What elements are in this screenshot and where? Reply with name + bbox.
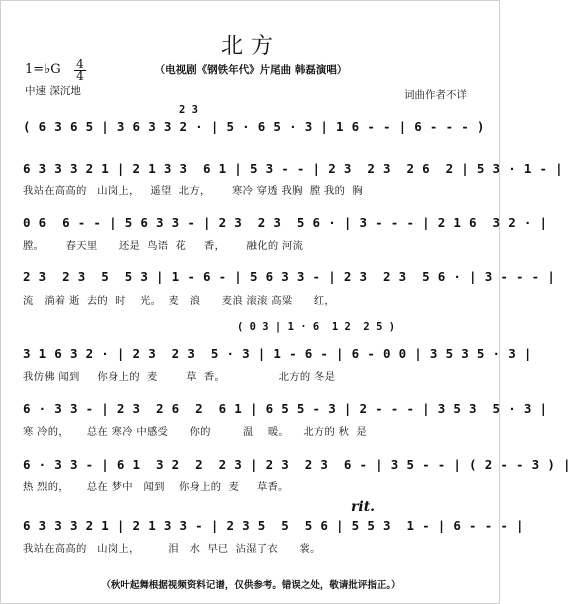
lyrics-line-8: 我站在高高的 山岗上， 泪 水 早已 沾湿了衣 裳。 [23, 543, 321, 555]
tempo-marking: 中速 深沉地 [25, 85, 81, 97]
ritardando-mark: rit. [351, 499, 376, 515]
notation-line-7: 6 · 3 3 - | 6 1 3 2 2 2 3 | 2 3 2 3 6 - | 3 5 - - | ( 2 - - 3 ) | [23, 457, 571, 472]
score-subtitle: （电视剧《钢铁年代》片尾曲 韩磊演唱） [154, 64, 348, 76]
lyrics-line-2: 我站在高高的 山岗上， 遥望 北方， 寒冷 穿透 我胸 膛 我的 胸 [23, 185, 363, 197]
lyrics-line-3: 膛。 春天里 还是 鸟语 花 香， 融化的 河流 [23, 240, 304, 252]
interlude-notes: ( 0 3 | 1 · 6 1 2 2 5 ) [237, 321, 396, 333]
lyrics-line-4: 流 淌着 逝 去的 时 光。 麦 浪 麦浪 滚滚 高粱 红， [23, 295, 336, 307]
key-signature: 1=♭G [25, 62, 61, 77]
notation-line-4: 2 3 2 3 5 5 3 | 1 - 6 - | 5 6 3 3 - | 2 3 2 3 5 6 · | 3 - - - | [23, 269, 556, 284]
lyrics-line-7: 热 烈的， 总在 梦中 闻到 你身上的 麦 草香。 [23, 481, 289, 493]
time-bottom: 4 [76, 69, 84, 83]
composer-credit: 词曲作者不详 [404, 89, 467, 101]
notation-line-8: 6 3 3 3 2 1 | 2 1 3 3 - | 2 3 5 5 5 6 | 5 5 3 1 - | 6 - - - | [23, 518, 524, 533]
lyrics-line-6: 寒 冷的， 总在 寒冷 中感受 你的 温 暖。 北方的 秋 是 [23, 426, 368, 438]
footer-note: （秋叶起舞根据视频资料记谱，仅供参考。错误之处，敬请批评指正。） [101, 580, 401, 591]
time-signature [73, 59, 87, 82]
score-title: 北方 [220, 34, 281, 59]
grace-notes: 2 3 [179, 104, 198, 116]
lyrics-line-5: 我仿佛 闻到 你身上的 麦 草 香。 北方的 冬是 [23, 371, 336, 383]
time-top: 4 [76, 57, 84, 71]
notation-line-6: 6 · 3 3 - | 2 3 2 6 2 6 1 | 6 5 5 - 3 | 2 - - - | 3 5 3 5 · 3 | [23, 401, 548, 416]
notation-line-3: 0 6 6 - - | 5 6 3 3 - | 2 3 2 3 5 6 · | 3 - - - | 2 1 6 3 2 · | [23, 215, 548, 230]
notation-line-2: 6 3 3 3 2 1 | 2 1 3 3 6 1 | 5 3 - - | 2 3 2 3 2 6 2 | 5 3 · 1 - | [23, 161, 563, 176]
notation-line-5: 3 1 6 3 2 · | 2 3 2 3 5 · 3 | 1 - 6 - | 6 - 0 0 | 3 5 3 5 · 3 | [23, 346, 532, 361]
notation-line-1: ( 6 3 6 5 | 3 6 3 3 2 · | 5 · 6 5 · 3 | 1 6 - - | 6 - - - ) [23, 119, 485, 134]
